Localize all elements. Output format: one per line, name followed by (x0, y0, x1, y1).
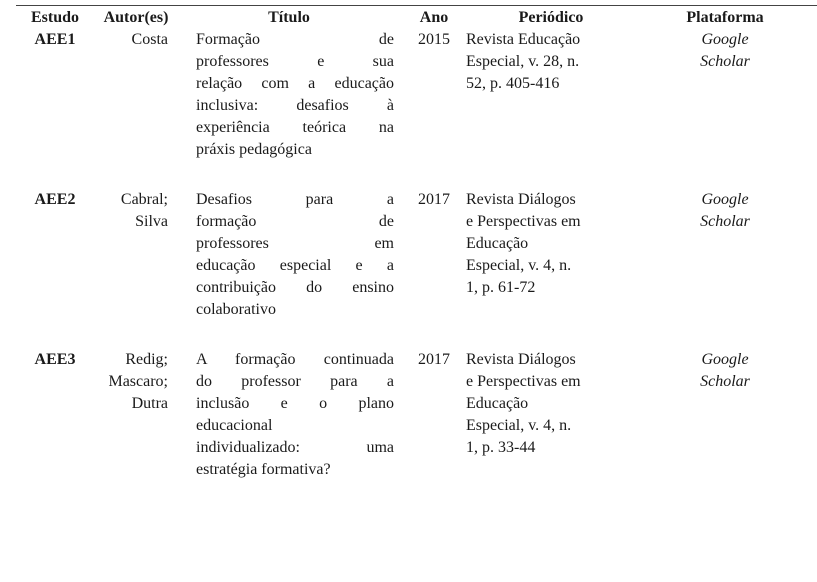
cell-titulo (176, 349, 402, 509)
cell-plataforma (636, 189, 814, 349)
cell-autor (96, 29, 176, 189)
autor-line: Silva (135, 213, 168, 230)
titulo-line: educação especial e a (196, 257, 394, 274)
cell-ano: 2015 (418, 31, 450, 48)
titulo-line: educacional (196, 417, 273, 434)
cell-estudo: AEE2 (34, 191, 76, 208)
autor-line: Cabral; (120, 191, 168, 208)
top-rule (16, 5, 817, 6)
cell-ano: 2017 (418, 191, 450, 208)
titulo-line: colaborativo (196, 301, 276, 318)
periodico-line: Especial, v. 4, n. (466, 417, 572, 434)
header-estudo: Estudo (30, 9, 80, 26)
titulo-line: professores e sua (196, 53, 394, 70)
autor-line: Redig; (125, 351, 168, 368)
periodico-line: Educação (466, 235, 529, 252)
header-autor: Autor(es) (103, 9, 169, 26)
header-ano: Ano (419, 9, 449, 26)
periodico-line: e Perspectivas em (466, 373, 581, 390)
header-plataforma: Plataforma (686, 9, 764, 26)
cell-estudo: AEE1 (34, 31, 76, 48)
plataforma-line: Google (701, 31, 749, 48)
periodico-line: Educação (466, 395, 529, 412)
plataforma-line: Google (701, 191, 749, 208)
periodico-line: 1, p. 61-72 (466, 279, 536, 296)
table-row (14, 349, 814, 509)
cell-estudo: AEE3 (34, 351, 76, 368)
titulo-line: Desafios para a (196, 191, 394, 208)
titulo-line: práxis pedagógica (196, 141, 312, 158)
titulo-line: estratégia formativa? (196, 461, 331, 478)
autor-line: Costa (131, 31, 168, 48)
plataforma-line: Scholar (700, 53, 750, 70)
titulo-line: experiência teórica na (196, 119, 394, 136)
periodico-line: Especial, v. 28, n. (466, 53, 580, 70)
studies-table (14, 7, 814, 509)
periodico-line: Especial, v. 4, n. (466, 257, 572, 274)
periodico-line: Revista Diálogos (466, 351, 576, 368)
periodico-line: 52, p. 405-416 (466, 75, 560, 92)
header-titulo: Título (268, 9, 310, 26)
cell-titulo (176, 189, 402, 349)
titulo-line: formação de (196, 213, 394, 230)
titulo-line: do professor para a (196, 373, 394, 390)
header-periodico: Periódico (518, 9, 584, 26)
autor-line: Dutra (131, 395, 168, 412)
table-row (14, 189, 814, 349)
cell-periodico (466, 189, 636, 349)
titulo-line: individualizado: uma (196, 439, 394, 456)
cell-plataforma (636, 29, 814, 189)
autor-line: Mascaro; (108, 373, 168, 390)
titulo-line: relação com a educação (196, 75, 394, 92)
cell-plataforma (636, 349, 814, 509)
periodico-line: Revista Diálogos (466, 191, 576, 208)
cell-autor (96, 349, 176, 509)
titulo-line: inclusão e o plano (196, 395, 394, 412)
periodico-line: 1, p. 33-44 (466, 439, 536, 456)
table-header-row (14, 7, 814, 29)
cell-periodico (466, 29, 636, 189)
titulo-line: A formação continuada (196, 351, 394, 368)
cell-ano: 2017 (418, 351, 450, 368)
titulo-line: inclusiva: desafios à (196, 97, 394, 114)
periodico-line: Revista Educação (466, 31, 581, 48)
periodico-line: e Perspectivas em (466, 213, 581, 230)
plataforma-line: Google (701, 351, 749, 368)
cell-titulo (176, 29, 402, 189)
titulo-line: contribuição do ensino (196, 279, 394, 296)
plataforma-line: Scholar (700, 373, 750, 390)
plataforma-line: Scholar (700, 213, 750, 230)
titulo-line: Formação de (196, 31, 394, 48)
titulo-line: professores em (196, 235, 394, 252)
cell-autor (96, 189, 176, 349)
cell-periodico (466, 349, 636, 509)
table-row (14, 29, 814, 189)
